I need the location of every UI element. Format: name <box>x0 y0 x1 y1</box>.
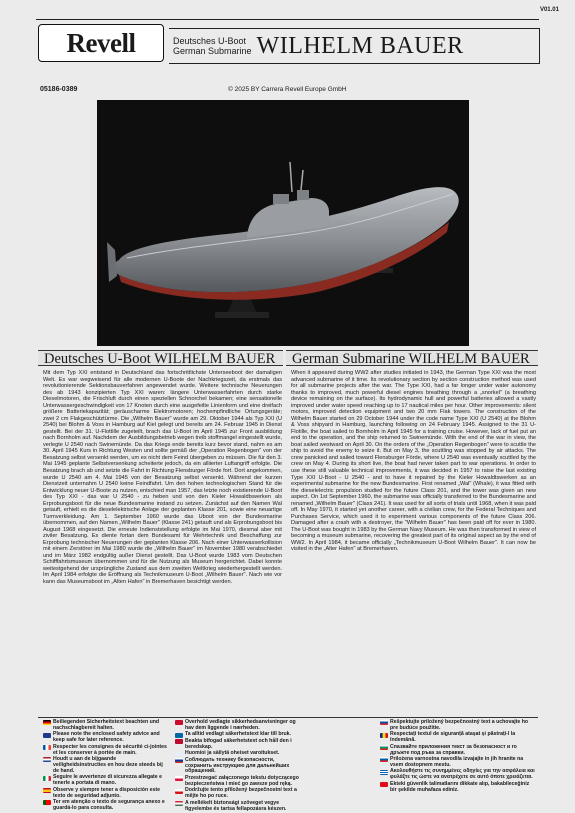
safety-note-text: Overhold vedlagte sikkerhedsanvisninger og hav dem liggende i nærheden. <box>185 719 296 731</box>
safety-note-item <box>43 775 169 787</box>
flag-bg-icon <box>380 745 388 750</box>
safety-note-item <box>380 745 536 757</box>
safety-note-text: Dodržujte tento přiložený bezpečnostní text a mějte ho po ruce. <box>185 787 297 800</box>
article-number: 05186-0389 <box>40 86 78 93</box>
flag-de-icon <box>43 720 51 725</box>
safety-note-text: Beakta bifogad säkerhetstext och håll den i beredskap. <box>185 737 292 750</box>
safety-note-text: Observe y siempre tener a disposición este texto de seguridad adjunto. <box>53 786 160 799</box>
safety-note-text: Prilożena varnostna navodila izvajajte in jih hranite na vsem dostopnem mestu. <box>390 756 524 768</box>
logo-text: Revell <box>66 27 136 58</box>
safety-note-text: Please note the enclosed safety advice and keep safe for later reference. <box>53 731 160 744</box>
safety-note-text: Ακολουθήστε τις συνημμένες οδηγίες για την ασφάλεια και φυλάξτε τις ώστε να ανατρέχετε σε αυτό όποτε χρειάζεται. <box>390 768 535 781</box>
safety-note-item <box>43 745 169 757</box>
english-paragraph: When it appeared during WW2 after studies initiated in 1943, the German Type XXI was the most advanced submarine of it time. Its revolutionary section by section construction method was used for all submarine projects after the war. The Type XXI, had a far longer under water autonomy thanks to improved, much powerful diesel engines breathing through a „snorkel" (a breathing device remaining on the surface). Its hydrodynamic hull and powerful batteries allowed a vastly improved under water speed reaching up to 17 nautical miles per hour. Other improvements: silent motors, improved detection equipment and two 20 mm Flak towers. The construction of the Wilhelm Bauer started on 29 October 1944 under the code name Type XXI (U 2540) at the Blohm & Voss shipyard in Hamburg, launching following on 24 February 1945. Assigned to the 31 U-Flotille, the boat sailed to Bornholm in April 1945 for a training cruise. However, lack of fuel put an end to the operation, and the ship returned to Swinemünde. With the end of the war in view, the boat sailed westward on April 30. On the orders of the „Operation Regenbogen" were to scuttle the ship to avoid the enemy to seize it. But on May 3, the scuttling was stopped by air attacks. The crew panicked and sailed toward Flensburger Förde, where U 2540 was eventually scuttled by the crew on May 4. During its short live, the boat had never taken part to war operations. In order to use these still valuable technical improvements, it was decided in 1957 to raise the last existing Type XXI U-Boot - U 2540 - and to have it repaired by the Kieler Howaldtswerken as an experimental submarine for the new Bundesmarine. First renamed „Wal" (Whale), it was fitted with the dieselelectric propulsion studied for the future Class 201, and the tower was given an new aspect. On 1st September 1960, the submarine was officially transferred to the Bundesmarine and renamed „Wilhelm Bauer" (Class 241). It was used for all sorts of trials until 1968, when it was paid off. In May 1970, it started yet another career, with a civilian crew, for the Federal Techniques and Purchases Service, which used it to experiment various components of the future Class 206. Damaged after a crash with a destroyer, the "Wilhelm Bauer" has been paid off for ever in 1980. The U-Boot was bought in 1983 by the German Navy Museum. He was then transformed in view of becoming a museum submarine, recovering the greatest part of its original aspect as by the end of WW2. In April 1984, it became officially „Technikmuseum U-Boot Wilhelm Bauer". It can now be visited in the „Alter Hafen" at Bremerhaven. <box>291 370 536 553</box>
safety-note-text: Соблюдать технику безопасности, сохранить инструкцию для дальнейших обращений. <box>185 756 290 775</box>
safety-note-item <box>175 776 301 788</box>
safety-note-text: Ekteki güvenlik talimatlarını dikkate alıp, bakabileceğiniz bir şekilde muhafaza ediniz. <box>390 780 530 793</box>
safety-note-text: Ta alltid vedlagt säkerhetstext klar till bruk. <box>185 731 291 738</box>
flag-es-icon <box>43 788 51 793</box>
title-english: German Submarine <box>173 46 252 56</box>
safety-note-item <box>380 757 536 769</box>
safety-note-item <box>43 800 169 812</box>
safety-note-item <box>175 739 301 751</box>
safety-note-text: Respecter les consignes de sécurité ci-jointes et les conserver à portée de main. <box>53 743 167 756</box>
safety-note-item <box>175 801 301 813</box>
flag-ro-icon <box>380 733 388 738</box>
safety-note-text: Przestrzegać załączonego tekstu dotyczącego bezpieczeństwa i mieć go zawsze pod ręką. <box>185 774 299 787</box>
submarine-model-icon <box>97 100 469 346</box>
safety-note-item <box>43 720 169 732</box>
page-title: WILHELM BAUER <box>256 32 464 59</box>
german-text <box>43 370 282 586</box>
safety-notes-column-3 <box>380 720 536 794</box>
safety-note-text: Rešpektujte priložený bezpečnostný text a uchovajte ho pre budúce použitie. <box>390 719 529 731</box>
safety-notes-column-1 <box>43 720 169 812</box>
title-block <box>169 28 540 64</box>
flag-dk-icon <box>175 720 183 725</box>
flag-tr-icon <box>380 782 388 787</box>
safety-note-text: Спазвайте приложения текст за безопасност и го дръжте под ръка за справки. <box>390 743 517 756</box>
copyright-notice: © 2025 BY Carrera Revell Europe GmbH <box>228 86 347 93</box>
flag-it-icon <box>43 776 51 781</box>
flag-cz-icon <box>175 789 183 794</box>
english-heading: German Submarine WILHELM BAUER <box>286 350 538 366</box>
german-heading: Deutsches U-Boot WILHELM BAUER <box>38 350 283 366</box>
title-subtitle <box>173 36 252 56</box>
flag-hu-icon <box>175 801 183 806</box>
safety-note-text: Respectați textul de siguranță atașat și păstrați-l la îndemână. <box>390 731 516 744</box>
german-paragraph: Mit dem Typ XXI entstand in Deutschland das fortschrittlichste Unterseeboot der damaligen Welt. Es war wegweisend für alle modernen U-Boote der Nachkriegszeit, da erstmals das revolutionierende Sektionsbauverfahren angewendet wurde. Weitere technische Neuerungen des ab 1943 konzipierten Typ XXI waren: längere Unterwasserfahrten durch starke Dieselmotoren, die Frischluft durch einen speziellen Schnorchel bekamen; eine sensationelle Unterwassergeschwindigkeit von 17 Knoten durch eine ausgefeilte Linienform und eine dreifach größere Batteriekapazität; geräuscharme Elektromotoren; hochempfindliche Ortungsgeräte; zwei 2 cm Flakgeschütztürme. Die „Wilhelm Bauer" wurde am 29. Oktober 1944 als Typ XXI (U 2540) bei Blohm & Voss in Hamburg auf Kiel gelegt und bereits am 24. Februar 1945 in Dienst gestellt. Bei der 31. U-Flottille zugeteilt, brach das U-Boot im April 1945 zur Front ausbildung nach Bornholm auf. Nachdem der Ausbildungsbetrieb wegen treib stoffmangel eingestellt wurde, verlegte U 2540 nach Swinemünde. Da das Kriegs ende bereits kurz bevor stand, nahm es am 30. April 1945 Kurs in Richtung Westen und sollte gemäß der „Operation Regenbogen" von der Besatzung selbst versenkt werden, um es nicht dem Feind übergeben zu müssen. Die für den 3. Mai 1945 geplante Selbstversenkung scheiterte jedoch, da ein alliierter Luftangriff erfolgte. Die Besatzung brach ab und setzte die Fahrt in Richtung Flensburger Förde fort. Dort angekommen, wurde U 2540 am 4. Mai 1945 von der Besatzung selbst versenkt. Während der kurzen Dienstzeit unternahm U 2540 keine Feindfahrt. Um den hohen technologischen Stand für die Entwicklung neuer U-Boote zu nutzen, entschied man 1957, das letzte noch existierende U-Boot des Typ XXI - das war U 2540 - zu heben und von den Kieler Howaldtswerken als Erprobungsboot für die neue Bundesmarine instand zu setzen. Zunächst auf den Namen Wal getauft, erhielt es die dieselelektrische Anlage der geplanten Klasse 201, sowie eine neuartige Turmverkleidung. Am 1. September 1960 wurde das Uboot von der Bundesmarine übernommen, auf den Namen „Wilhelm Bauer" (Klasse 241) getauft und als Erprobungsboot bis August 1968 eingesetzt. Die erneute Indienststellung erfolgte im Mai 1970, diesmal aber mit ziviler Besatzung. Es diente fortan dem Bundesamt für Wehrtechnik und Beschaffung zur Erprobung technischer Neuerungen der geplanten Klasse 206. Nach einer Unterwasserkollision mit einem Zerstörer im Mai 1980 wurde die „Wilhelm Bauer" im November 1980 verabschiedet und im März 1982 endgültig außer Dienst gestellt. Das U-Boot wurde 1983 vom Deutschen Schifffahrtsmuseum übernommen und für die Nutzung als Museum hergerichtet. Dabei konnte weitestgehend der ursprüngliche Zustand aus dem zweiten Weltkrieg wiederhergestellt werden. Im April 1984 erfolgte die Eröffnung als Technikmuseum U-Boot „Wilhelm Bauer". Nach wie vor kann das Museumsboot im „Alten Hafen" in Bremerhaven besichtigt werden. <box>43 370 282 585</box>
safety-note-text: Huomioi ja säilytä oheiset varoitukset. <box>185 750 280 757</box>
title-german: Deutsches U-Boot <box>173 36 247 46</box>
safety-note-text: Houdt u aan de bijgaande veiligheidsinstructies en hou deze steeds bij de hand. <box>53 756 163 774</box>
revell-logo <box>38 24 164 62</box>
safety-note-item <box>43 788 169 800</box>
safety-note-item <box>380 782 536 794</box>
safety-note-item <box>175 720 301 732</box>
safety-note-item <box>43 732 169 744</box>
safety-note-text: Beiliegenden Sicherheitstext beachten und nachschlagbereit halten. <box>53 719 160 731</box>
safety-note-item <box>175 788 301 800</box>
safety-note-text: A mellékelt biztonsági szöveget vegye figyelembe és tartsa fellapozásra készen. <box>185 799 287 812</box>
safety-note-item <box>380 732 536 744</box>
safety-note-item <box>175 758 301 776</box>
safety-notes-column-2 <box>175 720 301 813</box>
flag-pl-icon <box>175 776 183 781</box>
flag-si-icon <box>380 757 388 762</box>
bottom-rule <box>38 717 538 718</box>
flag-nl-icon <box>43 757 51 762</box>
safety-note-text: Ter em atenção o texto de segurança anexo e guardá-lo para consulta. <box>53 799 165 811</box>
safety-note-item <box>43 757 169 775</box>
safety-note-item <box>380 720 536 732</box>
version-label: V01.01 <box>539 7 559 13</box>
flag-se-icon <box>175 733 183 738</box>
flag-pt-icon <box>43 800 51 805</box>
english-text <box>291 370 536 553</box>
flag-fi-icon <box>175 752 183 757</box>
safety-note-text: Seguire le avvertenze di sicurezza allegate e tenerle a portata di mano. <box>53 774 162 787</box>
flag-gb-icon <box>43 733 51 738</box>
flag-no-icon <box>175 739 183 744</box>
flag-gr-icon <box>380 770 388 775</box>
flag-sk-icon <box>380 720 388 725</box>
product-photo <box>97 100 469 346</box>
flag-fr-icon <box>43 745 51 750</box>
safety-note-item <box>380 769 536 781</box>
flag-ru-icon <box>175 758 183 763</box>
top-rule <box>36 19 539 20</box>
